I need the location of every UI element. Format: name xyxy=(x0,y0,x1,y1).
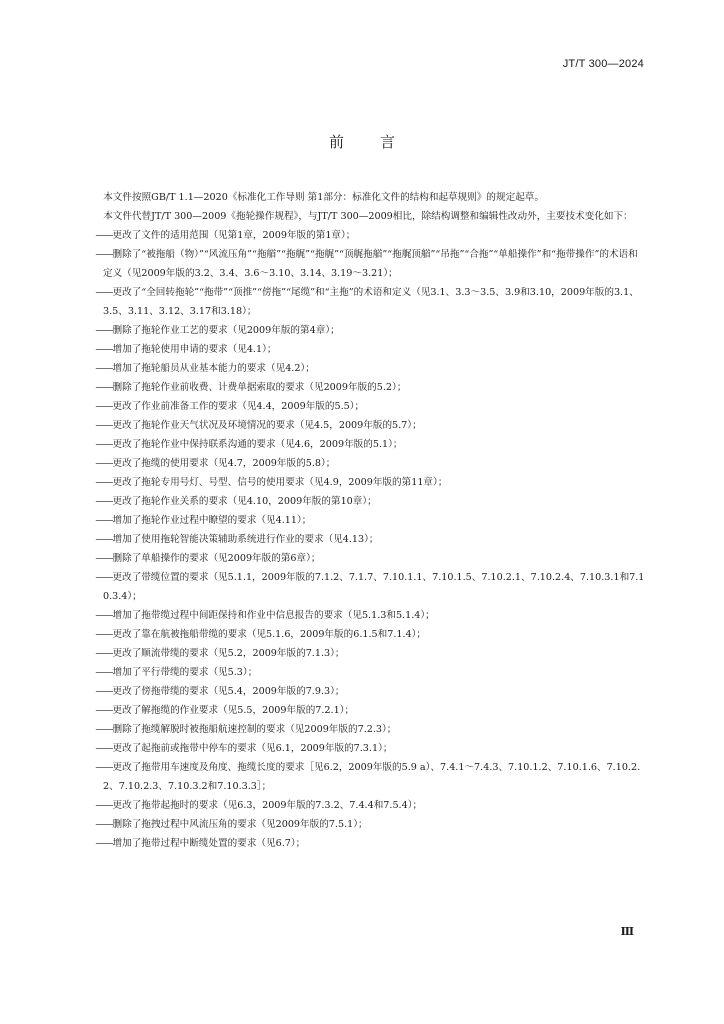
change-list-item xyxy=(84,739,646,758)
change-list-item xyxy=(84,796,646,815)
list-dash: —— xyxy=(95,344,113,355)
change-list-item-text: 更改了拖缆的使用要求（见4.7，2009年版的5.8）； xyxy=(112,458,336,469)
list-dash: —— xyxy=(95,496,113,507)
change-list-item xyxy=(84,682,646,701)
list-dash: —— xyxy=(95,610,113,621)
change-list-item-text: 更改了作业前准备工作的要求（见4.4，2009年版的5.5）； xyxy=(112,401,365,412)
list-dash: —— xyxy=(95,249,113,260)
change-list-item-text: 更改了拖轮专用号灯、号型、信号的使用要求（见4.9，2009年版的第11章）； xyxy=(112,477,448,488)
list-dash: —— xyxy=(95,363,113,374)
change-list-item xyxy=(84,511,646,530)
change-list-item xyxy=(84,473,646,492)
change-list-item-text: 更改了解拖缆的作业要求（见5.5，2009年版的7.2.1）； xyxy=(112,705,355,716)
change-list-item-text: 增加了拖轮船员从业基本能力的要求（见4.2）； xyxy=(112,363,315,374)
intro-paragraph: 本文件代替JT/T 300—2009《拖轮操作规程》，与JT/T 300—2009相比，除结构调整和编辑性改动外，主要技术变化如下： xyxy=(103,211,633,222)
change-list-item xyxy=(84,606,646,625)
change-list-item-text: 更改了拖带用车速度及角度、拖缆长度的要求［见6.2，2009年版的5.9 a）、7.4.1～7.4.3、7.10.1.2、7.10.1.6、7.10.2.2、7.10.2.3、7.10.3.2和7.10.3.3］； xyxy=(103,762,641,792)
list-dash: —— xyxy=(95,572,113,583)
change-list-item-text: 增加了拖轮作业过程中瞭望的要求（见4.11）； xyxy=(112,515,312,526)
change-list-item xyxy=(84,283,646,321)
change-list-item-text: 更改了拖带起拖时的要求（见6.3，2009年版的7.3.2、7.4.4和7.5.4）； xyxy=(112,800,423,811)
change-list-item-text: 删除了拖轮作业前收费、计费单据索取的要求（见2009年版的5.2）； xyxy=(112,382,407,393)
change-list-item xyxy=(84,663,646,682)
change-list-item-text: 删除了拖轮作业工艺的要求（见2009年版的第4章）； xyxy=(112,325,340,336)
list-dash: —— xyxy=(95,287,113,298)
change-list-item xyxy=(84,492,646,511)
change-list-item-text: 增加了平行带缆的要求（见5.3）； xyxy=(112,667,258,678)
list-dash: —— xyxy=(95,762,113,773)
list-dash: —— xyxy=(95,553,113,564)
change-list-item-text: 更改了傍拖带缆的要求（见5.4，2009年版的7.9.3）； xyxy=(112,686,345,697)
change-list-item-text: 更改了“全回转拖轮”“拖带”“顶推”“傍拖”“尾缆”和“主拖”的术语和定义（见3.1、3.3～3.5、3.9和3.10，2009年版的3.1、3.5、3.11、3.12、3.17和3.18）； xyxy=(103,287,639,317)
foreword-body xyxy=(84,188,646,853)
change-list-item-text: 更改了靠在航被拖船带缆的要求（见5.1.6，2009年版的6.1.5和7.1.4）； xyxy=(112,629,427,640)
change-list-item-text: 增加了使用拖轮智能决策辅助系统进行作业的要求（见4.13）； xyxy=(112,534,379,545)
list-dash: —— xyxy=(95,838,113,849)
change-list-item xyxy=(84,397,646,416)
change-list-item-text: 更改了拖轮作业天气状况及环境情况的要求（见4.5，2009年版的5.7）； xyxy=(112,420,422,431)
intro-paragraph: 本文件按照GB/T 1.1—2020《标准化工作导则 第1部分：标准化文件的结构和起草规则》的规定起草。 xyxy=(103,192,544,203)
change-list-item-text: 增加了拖带缆过程中间距保持和作业中信息报告的要求（见5.1.3和5.1.4）； xyxy=(112,610,435,621)
change-list-item-text: 删除了拖缆解脱时被拖船航速控制的要求（见2009年版的7.2.3）； xyxy=(112,724,397,735)
list-dash: —— xyxy=(95,439,113,450)
change-list-item-text: 删除了拖拽过程中风流压角的要求（见2009年版的7.5.1）； xyxy=(112,819,368,830)
list-dash: —— xyxy=(95,705,113,716)
change-list-item-text: 增加了拖带过程中断缆处置的要求（见6.7）； xyxy=(112,838,306,849)
list-dash: —— xyxy=(95,724,113,735)
page-title: 前言 xyxy=(328,133,431,151)
change-list-item-text: 更改了起拖前或拖带中停车的要求（见6.1，2009年版的7.3.1）； xyxy=(112,743,393,754)
change-list-item xyxy=(84,245,646,283)
list-dash: —— xyxy=(95,382,113,393)
list-dash: —— xyxy=(95,458,113,469)
change-list-item-text: 更改了顺流带缆的要求（见5.2，2009年版的7.1.3）； xyxy=(112,648,345,659)
change-list-item xyxy=(84,226,646,245)
change-list-item xyxy=(84,321,646,340)
list-dash: —— xyxy=(95,648,113,659)
list-dash: —— xyxy=(95,420,113,431)
change-list xyxy=(84,226,646,853)
list-dash: —— xyxy=(95,819,113,830)
change-list-item xyxy=(84,378,646,397)
change-list-item-text: 更改了拖轮作业关系的要求（见4.10，2009年版的第10章）； xyxy=(112,496,377,507)
list-dash: —— xyxy=(95,477,113,488)
list-dash: —— xyxy=(95,629,113,640)
list-dash: —— xyxy=(95,401,113,412)
change-list-item-text: 更改了拖轮作业中保持联系沟通的要求（见4.6，2009年版的5.1）； xyxy=(112,439,403,450)
change-list-item xyxy=(84,340,646,359)
list-dash: —— xyxy=(95,515,113,526)
change-list-item xyxy=(84,834,646,853)
list-dash: —— xyxy=(95,325,113,336)
change-list-item-text: 更改了文件的适用范围（见第1章，2009年版的第1章）； xyxy=(112,230,356,241)
standard-code: JT/T 300—2024 xyxy=(562,58,644,70)
change-list-item xyxy=(84,359,646,378)
list-dash: —— xyxy=(95,743,113,754)
change-list-item xyxy=(84,435,646,454)
list-dash: —— xyxy=(95,686,113,697)
change-list-item-text: 删除了“被拖船（物）”“风流压角”“拖艏”“拖艉”“拖艉”“顶艉拖艏”“拖艉顶艏”“吊拖”“合拖”“单船操作”和“拖带操作”的术语和定义（见2009年版的3.2、3.4、3.6～3.10、3.14、3.19～3.21）； xyxy=(103,249,638,279)
change-list-item xyxy=(84,815,646,834)
change-list-item-text: 删除了单船操作的要求（见2009年版的第6章）； xyxy=(112,553,321,564)
change-list-item xyxy=(84,625,646,644)
list-dash: —— xyxy=(95,800,113,811)
change-list-item xyxy=(84,644,646,663)
change-list-item xyxy=(84,720,646,739)
list-dash: —— xyxy=(95,534,113,545)
change-list-item xyxy=(84,549,646,568)
list-dash: —— xyxy=(95,667,113,678)
list-dash: —— xyxy=(95,230,113,241)
change-list-item xyxy=(84,701,646,720)
change-list-item xyxy=(84,758,646,796)
change-list-item-text: 更改了带缆位置的要求（见5.1.1，2009年版的7.1.2、7.1.7、7.10.1.1、7.10.1.5、7.10.2.1、7.10.2.4、7.10.3.1和7.10.3.4）； xyxy=(103,572,645,602)
change-list-item xyxy=(84,454,646,473)
change-list-item xyxy=(84,530,646,549)
change-list-item xyxy=(84,416,646,435)
page-number: Ⅲ xyxy=(620,925,634,938)
change-list-item-text: 增加了拖轮使用申请的要求（见4.1）； xyxy=(112,344,277,355)
change-list-item xyxy=(84,568,646,606)
